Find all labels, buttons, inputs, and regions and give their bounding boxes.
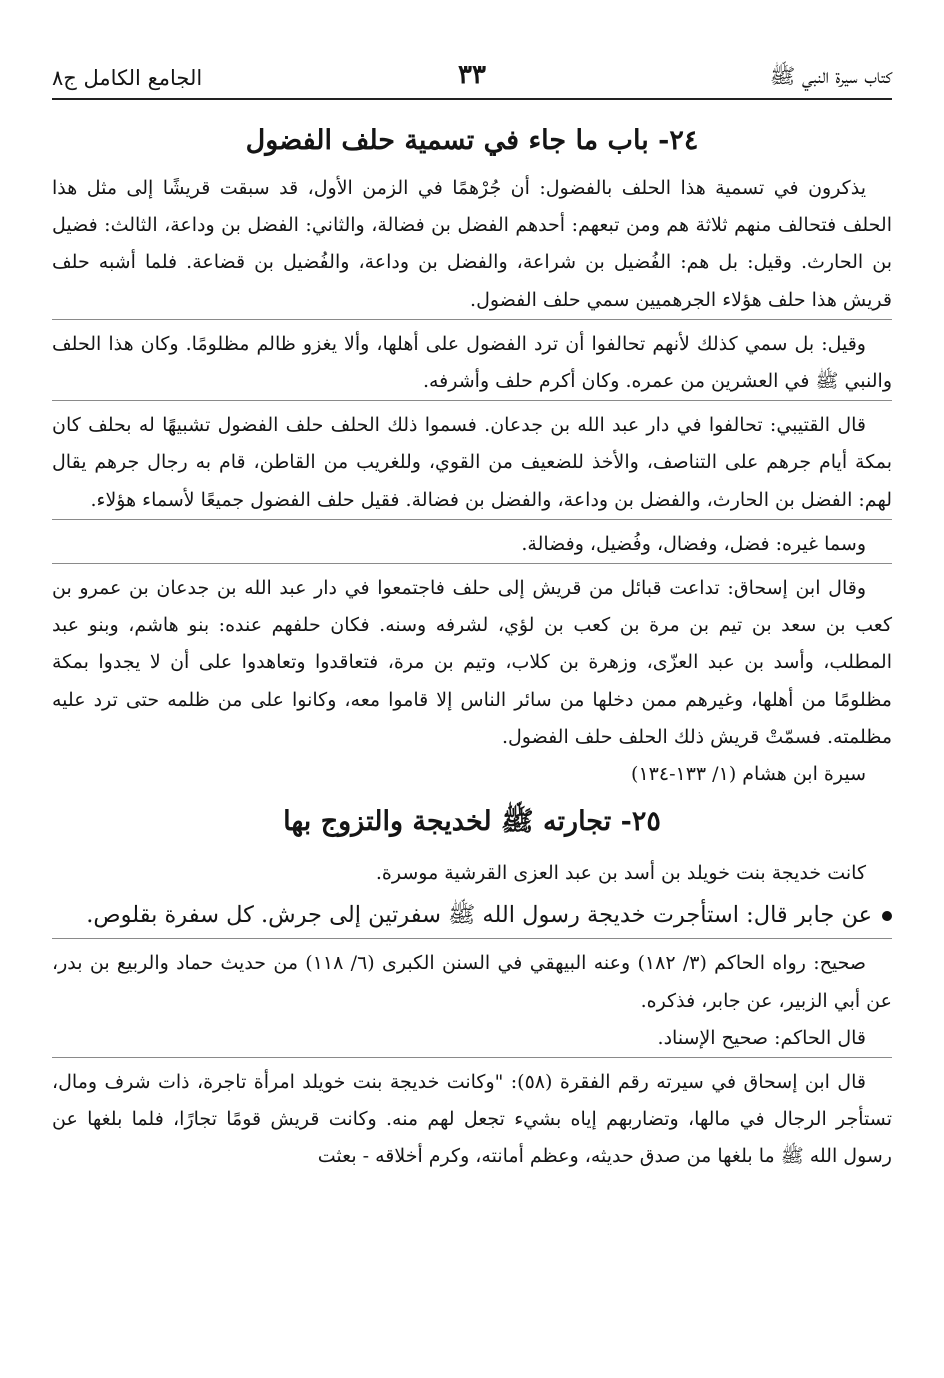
- paragraph: صحيح: رواه الحاكم (٣/ ١٨٢) وعنه البيهقي في السنن الكبرى (٦/ ١١٨) من حديث حماد والربيع بن بدر، عن أبي الزبير، عن جابر، فذكره.: [52, 938, 892, 1019]
- running-header: [52, 58, 892, 100]
- intro-paragraph: كانت خديجة بنت خويلد بن أسد بن عبد العزى القرشية موسرة.: [375, 862, 866, 885]
- section-25-title: ٢٥- تجارته ﷺ لخديجة والتزوج بها: [283, 806, 661, 838]
- section-24-title: ٢٤- باب ما جاء في تسمية حلف الفضول: [245, 125, 699, 156]
- paragraph: قال القتيبي: تحالفوا في دار عبد الله بن جدعان. فسموا ذلك الحلف حلف الفضول تشبيهًا له بحلف كان بمكة أيام جرهم على التناصف، والأخذ للضعيف من القوي، وللغريب من القاطن، قام به رجال جرهم يقال لهم: الفضل بن الحارث، والفضل بن وداعة، والفضل بن فضالة. فقيل حلف الفضول جميعًا لأسماء هؤلاء.: [52, 400, 892, 519]
- bullet-icon: [882, 911, 892, 921]
- paragraph: وقيل: بل سمي كذلك لأنهم تحالفوا أن ترد الفضول على أهلها، وألا يغزو ظالم مظلومًا. وكان هذا الحلف والنبي ﷺ في العشرين من عمره. وكان أكرم حلف وأشرفه.: [52, 319, 892, 400]
- page-content: [52, 118, 892, 1176]
- book-title: كتاب سيرة النبي ﷺ: [769, 63, 892, 88]
- paragraph: وقال ابن إسحاق: تداعت قبائل من قريش إلى حلف فاجتمعوا في دار عبد الله بن جدعان بن عمرو بن كعب بن سعد بن تيم بن مرة بن كعب بن لؤي، لشرفه وسنه. فكان حلفهم عنده: بنو هاشم، وبنو عبد المطلب، وأسد بن عبد العزّى، وزهرة بن كلاب، وتيم بن مرة، فتعاقدوا وتعاهدوا على أن لا يجدوا بمكة مظلومًا من أهلها، وغيرهم ممن دخلها من سائر الناس إلا قاموا معه، وكانوا على من ظلمه حتى ترد عليه مظلمته. فسمّتْ قريش ذلك الحلف حلف الفضول.: [52, 563, 892, 756]
- paragraph: قال الحاكم: صحيح الإسناد.: [657, 1026, 866, 1049]
- hadith-body: عن جابر قال: استأجرت خديجة رسول الله ﷺ سفرتين إلى جرش. كل سفرة بقلوص.: [86, 902, 872, 929]
- page-number: ٣٣: [458, 60, 486, 90]
- paragraph: وسما غيره: فضل، وفضال، وفُضيل، وفضالة.: [52, 519, 892, 563]
- paragraph: يذكرون في تسمية هذا الحلف بالفضول: أن جُرْهمًا في الزمن الأول، قد سبقت قريشًا إلى مثل هذا الحلف فتحالف منهم ثلاثة هم ومن تبعهم: أحدهم الفضل بن فضالة، والثاني: الفضل بن وداعة، الثالث: فضيل بن الحارث. وقيل: بل هم: الفُضيل بن شراعة، والفضل بن وداعة، والفُضيل بن قضاعة. فلما أشبه حلف قريش هذا حلف هؤلاء الجرهميين سمي حلف الفضول.: [52, 177, 892, 311]
- hadith-text: [52, 892, 892, 938]
- paragraph: قال ابن إسحاق في سيرته رقم الفقرة (٥٨): "وكانت خديجة بنت خويلد امرأة تاجرة، ذات شرف ومال، تستأجر الرجال في مالها، وتضاربهم إياه بشيء تجعل لهم منه. وكانت قريش قومًا تجارًا، فلما بلغها عن رسول الله ﷺ ما بلغها من صدق حديثه، وعظم أمانته، وكرم أخلاقه - بعثت: [52, 1057, 892, 1176]
- volume-label: الجامع الكامل ج٨: [52, 66, 203, 90]
- source-citation: سيرة ابن هشام (١/ ١٣٣-١٣٤): [631, 763, 866, 786]
